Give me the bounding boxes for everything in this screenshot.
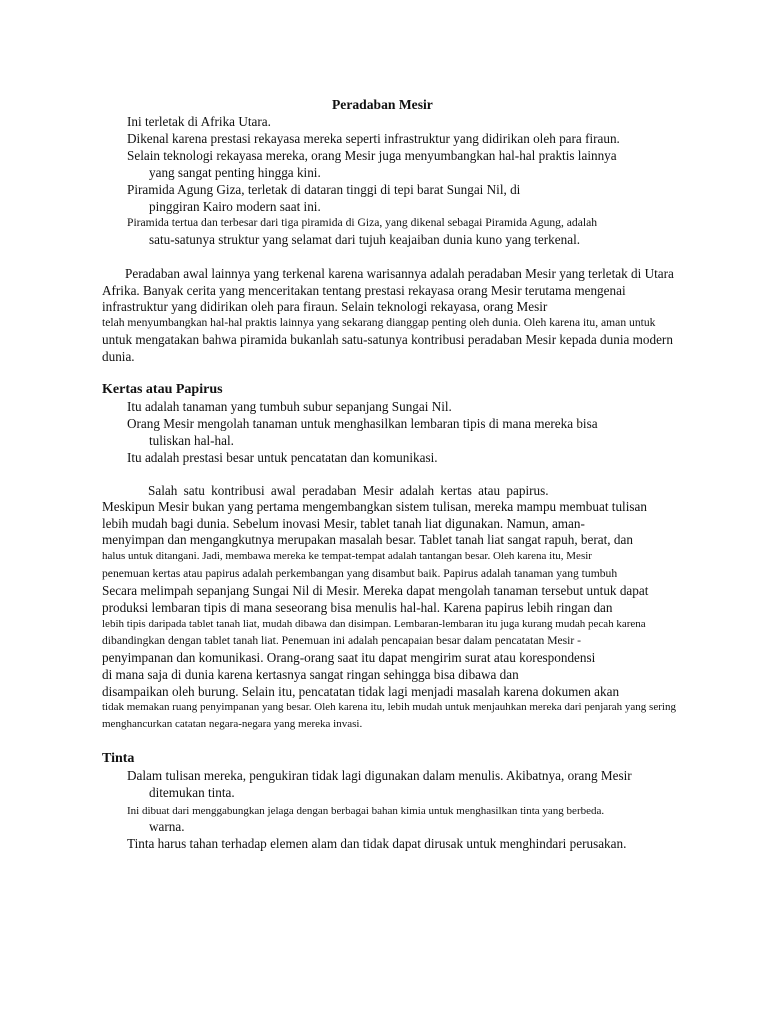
paragraph-line: telah menyumbangkan hal-hal praktis lainnya yang sekarang dianggap penting oleh dunia. Oleh karena itu, aman untuk (102, 316, 656, 329)
list-item (127, 181, 520, 199)
paragraph-line: Meskipun Mesir bukan yang pertama mengembangkan sistem tulisan, mereka mampu membuat tulisan (102, 499, 647, 514)
paragraph-line: Salah satu kontribusi awal peradaban Mesir adalah kertas atau papirus. (148, 483, 549, 498)
list-item-text: Selain teknologi rekayasa mereka, orang Mesir juga menyumbangkan hal-hal praktis lainnya (127, 148, 617, 163)
list-item-text: Piramida Agung Giza, terletak di dataran tinggi di tepi barat Sungai Nil, di (127, 182, 521, 197)
list-item (127, 147, 617, 165)
list-item-continuation: pinggiran Kairo modern saat ini. (149, 199, 321, 214)
section-heading-ink: Tinta (102, 751, 135, 766)
list-item (127, 767, 632, 785)
list-item-continuation: satu-satunya struktur yang selamat dari tujuh keajaiban dunia kuno yang terkenal. (149, 232, 581, 247)
list-item-continuation: tuliskan hal-hal. (149, 433, 234, 448)
list-item-text: Itu adalah prestasi besar untuk pencatatan dan komunikasi. (127, 450, 438, 465)
paragraph-line: disampaikan oleh burung. Selain itu, pencatatan tidak lagi menjadi masalah karena dokumen akan (102, 684, 620, 699)
list-item-text: Itu adalah tanaman yang tumbuh subur sepanjang Sungai Nil. (127, 399, 452, 414)
paragraph-line: dunia. (102, 349, 135, 364)
paragraph-line: untuk mengatakan bahwa piramida bukanlah satu-satunya kontribusi peradaban Mesir kepada dunia modern (102, 332, 673, 347)
list-item (127, 113, 271, 131)
paragraph-line: produksi lembaran tipis di mana seseorang bisa menulis hal-hal. Karena papirus lebih ringan dan (102, 600, 613, 615)
paragraph-line: halus untuk ditangani. Jadi, membawa mereka ke tempat-tempat adalah tantangan besar. Oleh karena itu, Mesir (102, 550, 592, 562)
list-item (127, 835, 626, 853)
list-item (127, 130, 620, 148)
list-item-continuation: yang sangat penting hingga kini. (149, 165, 321, 180)
list-item-text: Tinta harus tahan terhadap elemen alam dan tidak dapat dirusak untuk menghindari perusakan. (127, 836, 627, 851)
paragraph-line: tidak memakan ruang penyimpanan yang besar. Oleh karena itu, lebih mudah untuk menjauhkan mereka dari penjarah yang sering (102, 701, 676, 713)
list-item (127, 398, 452, 416)
list-item (127, 415, 598, 433)
list-item-text: Piramida tertua dan terbesar dari tiga piramida di Giza, yang dikenal sebagai Piramida Agung, adalah (127, 216, 598, 229)
paragraph-line: penyimpanan dan komunikasi. Orang-orang saat itu dapat mengirim surat atau korespondensi (102, 650, 596, 665)
paragraph-line: Peradaban awal lainnya yang terkenal karena warisannya adalah peradaban Mesir yang terletak di Utara (125, 266, 674, 281)
list-item-text: Orang Mesir mengolah tanaman untuk menghasilkan lembaran tipis di mana mereka bisa (127, 416, 598, 431)
paragraph-line: di mana saja di dunia karena kertasnya sangat ringan sehingga bisa dibawa dan (102, 667, 519, 682)
list-item (127, 802, 604, 820)
list-item-text: Dalam tulisan mereka, pengukiran tidak lagi digunakan dalam menulis. Akibatnya, orang Mesir (127, 768, 632, 783)
paragraph-line: lebih mudah bagi dunia. Sebelum inovasi Mesir, tablet tanah liat digunakan. Namun, aman- (102, 516, 585, 531)
paragraph-line: infrastruktur yang didirikan oleh para firaun. Selain teknologi rekayasa, orang Mesir (102, 299, 548, 314)
list-item-text: Ini terletak di Afrika Utara. (127, 114, 271, 129)
paragraph-line: dibandingkan dengan tablet tanah liat. Penemuan ini adalah pencapaian besar dalam pencatatan Mesir - (102, 634, 582, 647)
list-item (127, 214, 597, 231)
list-item-text: Dikenal karena prestasi rekayasa mereka seperti infrastruktur yang didirikan oleh para firaun. (127, 131, 620, 146)
section-heading-papyrus: Kertas atau Papirus (102, 382, 223, 397)
list-item-continuation: ditemukan tinta. (149, 785, 235, 800)
paragraph-line: Afrika. Banyak cerita yang menceritakan tentang prestasi rekayasa orang Mesir terutama mengenai (102, 283, 626, 298)
list-item (127, 449, 438, 467)
page-title: Peradaban Mesir (332, 97, 433, 112)
paragraph-line: menghancurkan catatan negara-negara yang mereka invasi. (102, 718, 363, 730)
paragraph-line: Secara melimpah sepanjang Sungai Nil di Mesir. Mereka dapat mengolah tanaman tersebut untuk dapat (102, 583, 649, 598)
paragraph-line: penemuan kertas atau papirus adalah perkembangan yang disambut baik. Papirus adalah tanaman yang tumbuh (102, 567, 618, 580)
list-item-continuation: warna. (149, 819, 185, 834)
paragraph-line: lebih tipis daripada tablet tanah liat, mudah dibawa dan disimpan. Lembaran-lembaran itu juga kurang mudah pecah karena (102, 618, 646, 630)
paragraph-line: menyimpan dan mengangkutnya merupakan masalah besar. Tablet tanah liat sangat rapuh, berat, dan (102, 532, 633, 547)
list-item-text: Ini dibuat dari menggabungkan jelaga dengan berbagai bahan kimia untuk menghasilkan tinta yang berbeda. (127, 805, 605, 817)
